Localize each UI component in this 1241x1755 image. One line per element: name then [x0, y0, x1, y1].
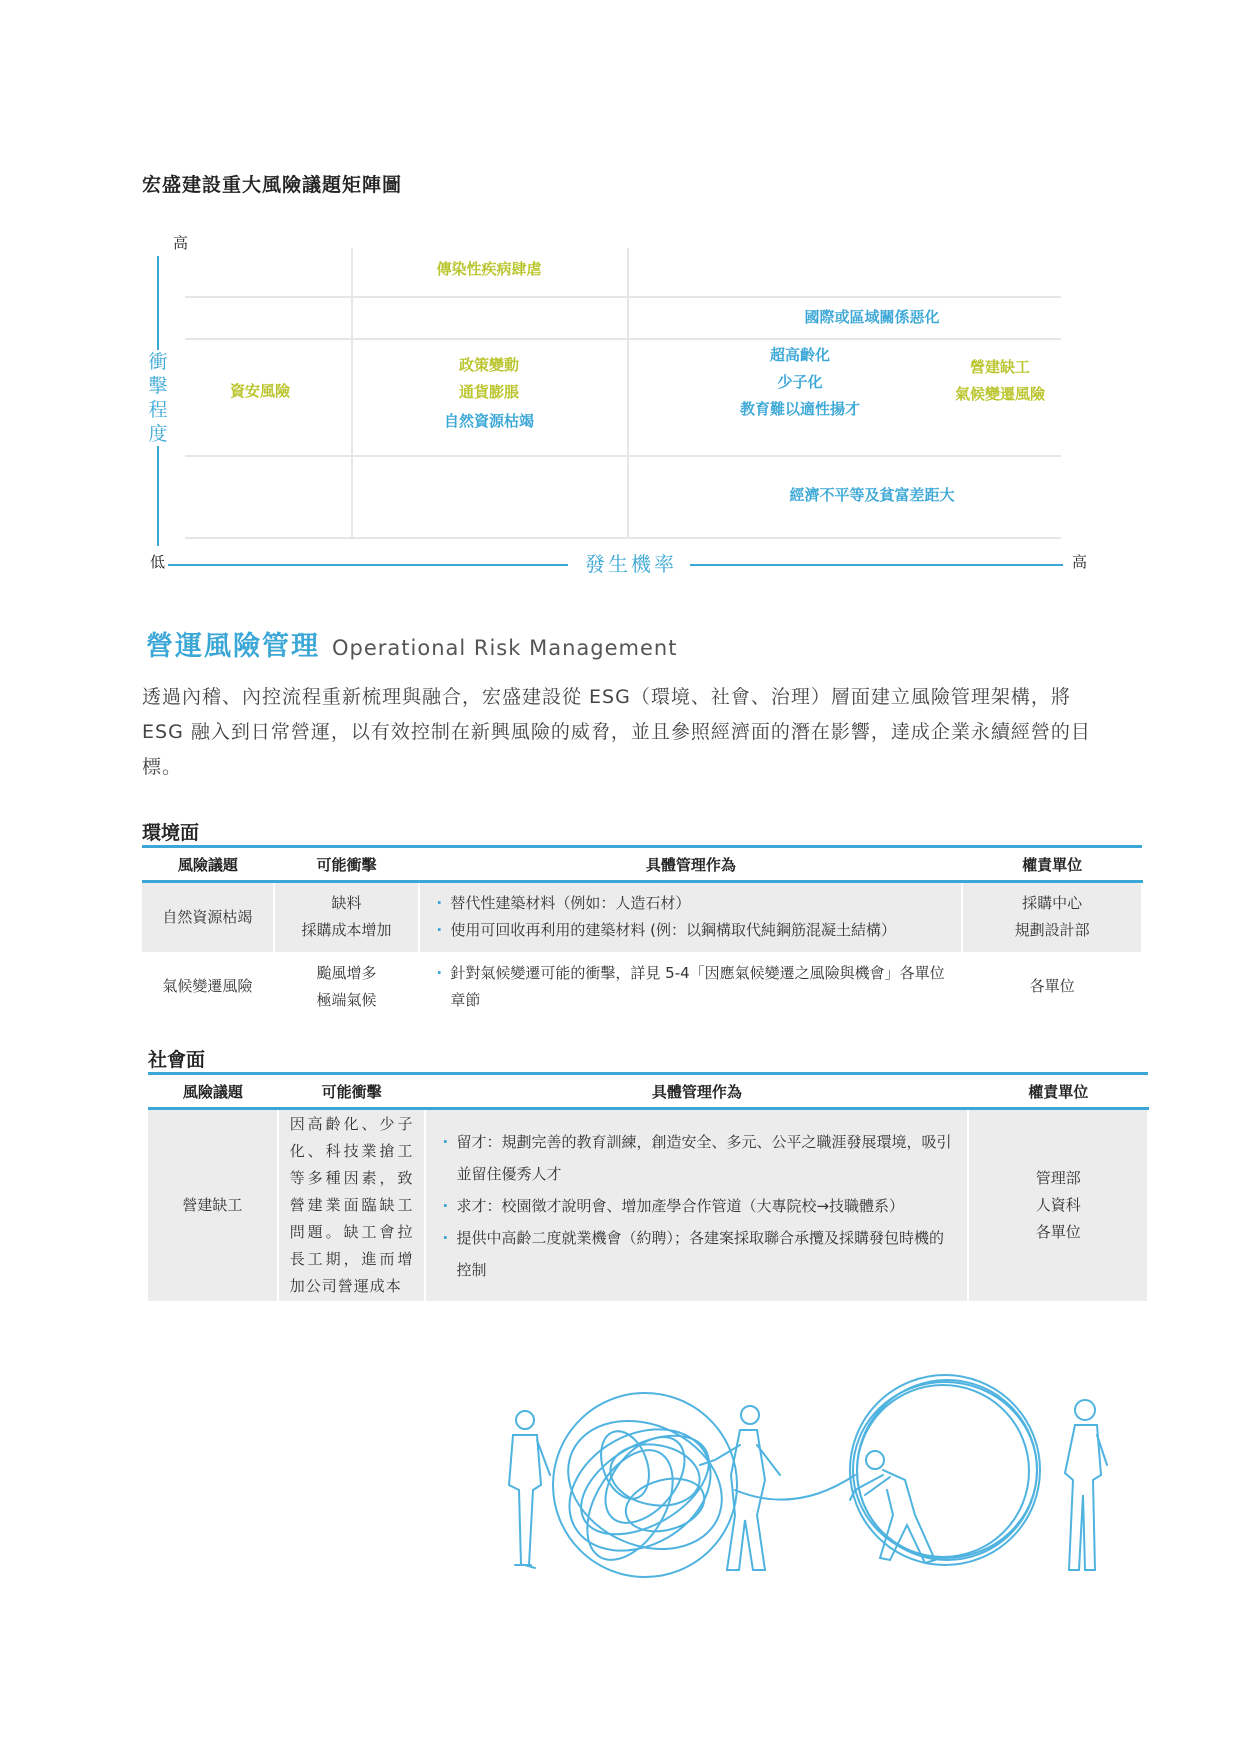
unit-line: 規劃設計部 [1014, 921, 1090, 940]
person-figure-icon [850, 1451, 935, 1563]
unit-cell [962, 952, 1142, 1022]
intro-paragraph: 透過內稽、內控流程重新梳理與融合，宏盛建設從 ESG（環境、社會、治理）層面建立風險管理架構，將 ESG 融入到日常營運，以有效控制在新興風險的威脅，並且參照經濟面的潛在影響，達成企業永續經營的目標。 [142, 686, 1091, 778]
x-axis-low-label: 低 [150, 553, 166, 571]
section-title [146, 624, 677, 663]
risk-education: 教育難以適性揚才 [739, 400, 860, 418]
risk-infosec: 資安風險 [229, 382, 290, 400]
unit-cell [962, 882, 1142, 952]
risk-inequality: 經濟不平等及貧富差距大 [789, 486, 955, 504]
env-table-title: 環境面 [142, 822, 200, 844]
unit-line: 人資科 [1035, 1196, 1081, 1214]
unit-cell [968, 1109, 1148, 1302]
header-impact: 可能衝擊 [278, 1074, 426, 1109]
table-row [148, 1109, 1148, 1302]
risk-aging: 超高齡化 [769, 346, 830, 364]
x-axis-line-left [168, 564, 568, 566]
y-axis-label: 衝擊程度 [148, 351, 168, 445]
mgmt-item: · 針對氣候變遷可能的衝擊，詳見 5-4「因應氣候變遷之風險與機會」各單位章節 [436, 960, 956, 1014]
grid-line [627, 248, 629, 538]
risk-resource-depletion: 自然資源枯竭 [443, 412, 534, 430]
risk-labor-shortage: 營建缺工 [969, 358, 1030, 376]
risk-geopolitics: 國際或區域關係惡化 [804, 308, 940, 326]
table-row [142, 882, 1142, 952]
mgmt-item: · 求才：校園徵才說明會、增加產學合作管道（大專院校→技職體系） [442, 1190, 952, 1222]
neat-ball-icon [850, 1375, 1040, 1565]
issue-cell: 自然資源枯竭 [142, 882, 274, 952]
mgmt-cell [419, 882, 962, 952]
risk-policy-change: 政策變動 [458, 356, 519, 374]
people-rolling-yarn-illustration [495, 1365, 1115, 1595]
x-axis-label: 發生機率 [585, 552, 677, 576]
section-subtitle: Operational Risk Management [332, 636, 678, 660]
header-unit: 權責單位 [962, 847, 1142, 882]
section-title-zh: 營運風險管理 [146, 631, 320, 662]
grid-line [185, 455, 1061, 457]
mgmt-item: · 留才：規劃完善的教育訓練，創造安全、多元、公平之職涯發展環境，吸引並留住優秀人才 [442, 1126, 952, 1190]
table-row [142, 952, 1142, 1022]
grid-line [185, 296, 1061, 298]
impact-line: 採購成本增加 [301, 921, 392, 940]
mgmt-item: · 提供中高齡二度就業機會（約聘）；各建案採取聯合承攬及採購發包時機的控制 [442, 1222, 952, 1286]
impact-line: 缺料 [331, 894, 362, 913]
header-unit: 權責單位 [968, 1074, 1148, 1109]
mgmt-item: · 替代性建築材料（例如：人造石材） [436, 890, 960, 917]
table-header-row [148, 1074, 1148, 1109]
impact-line: 極端氣候 [316, 990, 377, 1009]
impact-cell [278, 1109, 426, 1302]
mgmt-item: · 使用可回收再利用的建築材料 (例：以鋼構取代純鋼筋混凝土結構） [436, 917, 960, 944]
person-figure-icon [509, 1411, 550, 1568]
unit-line: 採購中心 [1022, 894, 1083, 913]
mgmt-cell [425, 1109, 968, 1302]
impact-cell [274, 952, 420, 1022]
risk-inflation: 通貨膨脹 [458, 383, 519, 401]
header-mgmt: 具體管理作為 [425, 1074, 968, 1109]
risk-climate-change: 氣候變遷風險 [954, 385, 1045, 403]
risk-low-birth-rate: 少子化 [777, 373, 823, 391]
matrix-title: 宏盛建設重大風險議題矩陣圖 [142, 174, 403, 196]
tangled-ball-icon [547, 1393, 743, 1577]
unit-line: 各單位 [1029, 977, 1075, 995]
thread-line [735, 1475, 855, 1500]
y-axis-high-label: 高 [173, 234, 189, 252]
header-issue: 風險議題 [148, 1074, 278, 1109]
issue-cell: 營建缺工 [148, 1109, 278, 1302]
table-header-row [142, 847, 1142, 882]
person-figure-icon [700, 1406, 780, 1570]
mgmt-cell [419, 952, 962, 1022]
header-impact: 可能衝擊 [274, 847, 420, 882]
issue-cell: 氣候變遷風險 [142, 952, 274, 1022]
grid-line [185, 338, 1061, 340]
unit-line: 各單位 [1035, 1223, 1081, 1241]
impact-text: 因高齡化、少子化、科技業搶工等多種因素，致營建業面臨缺工問題。缺工會拉長工期，進而增加公司營運成本 [289, 1115, 414, 1295]
person-figure-icon [1065, 1400, 1107, 1570]
soc-risk-table [148, 1072, 1149, 1301]
unit-line: 管理部 [1035, 1169, 1081, 1187]
risk-infectious-disease: 傳染性疾病肆虐 [436, 260, 542, 278]
soc-table-title: 社會面 [148, 1049, 206, 1071]
x-axis-line-right [690, 564, 1063, 566]
header-issue: 風險議題 [142, 847, 274, 882]
grid-line [185, 537, 1061, 539]
impact-line: 颱風增多 [316, 963, 377, 982]
impact-cell [274, 882, 420, 952]
env-risk-table [142, 845, 1143, 1022]
x-axis-high-label: 高 [1072, 553, 1088, 571]
header-mgmt: 具體管理作為 [419, 847, 962, 882]
